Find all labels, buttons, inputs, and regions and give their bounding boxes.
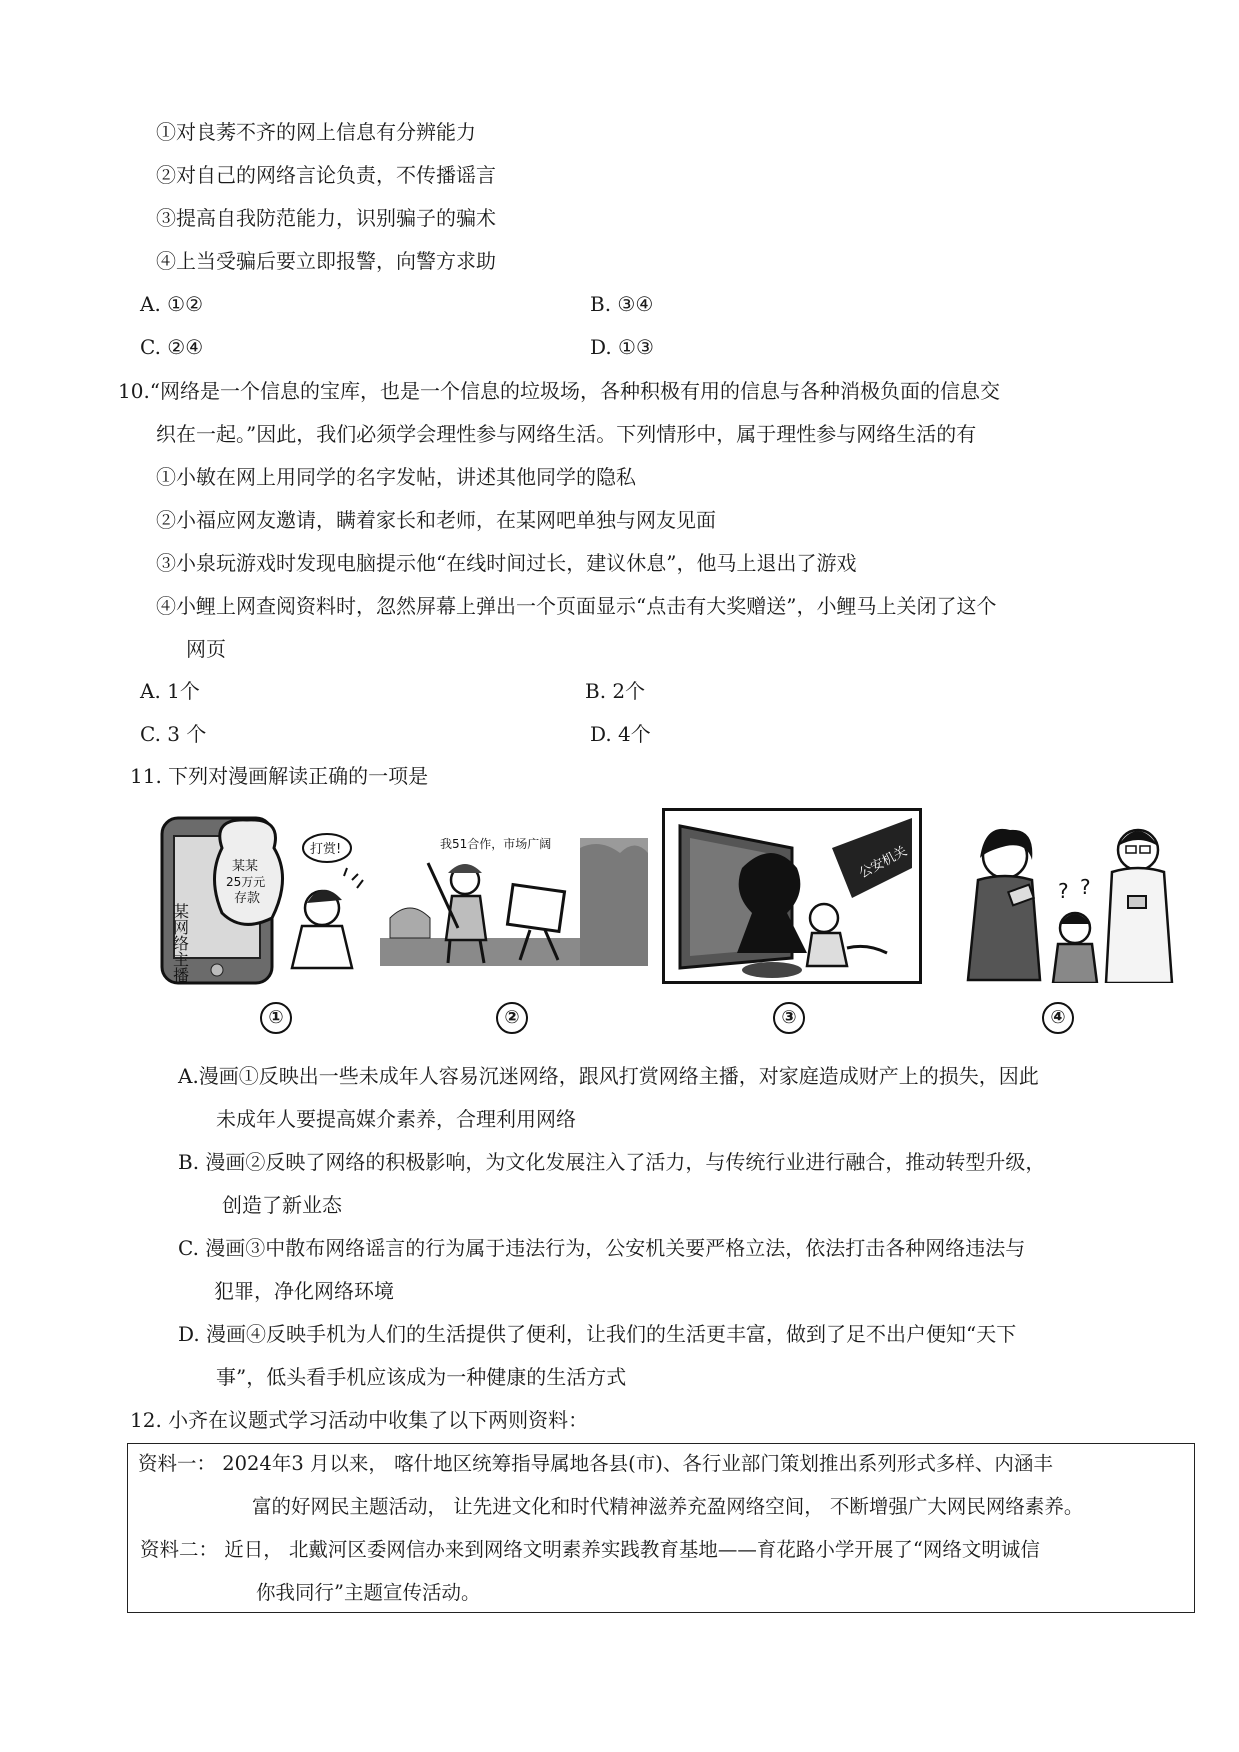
cartoon-1-speech: 打赏!	[310, 842, 342, 857]
cartoon-1-bag-line-2: 25万元	[226, 875, 266, 889]
cartoon-4-caption: ④	[1042, 1002, 1074, 1034]
q9-item-2: ②对自己的网络言论负责，不传播谣言	[156, 163, 496, 187]
q10-stem-line-2: 织在一起。”因此，我们必须学会理性参与网络生活。下列情形中，属于理性参与网络生活的有	[156, 422, 977, 446]
cartoon-4-illustration	[960, 818, 1175, 983]
cartoon-1-illustration	[152, 808, 370, 986]
q10-item-2: ②小福应网友邀请，瞒着家长和老师，在某网吧单独与网友见面	[156, 508, 716, 532]
q10-item-4: ④小鲤上网查阅资料时，忽然屏幕上弹出一个页面显示“点击有大奖赠送”，小鲤马上关闭了这个	[156, 594, 997, 618]
q10-option-b: B. 2个	[585, 679, 646, 703]
q11-option-c-line-2: 犯罪，净化网络环境	[214, 1279, 394, 1303]
q12-material-2-line-2: 你我同行”主题宣传活动。	[256, 1581, 481, 1604]
q9-item-3: ③提高自我防范能力，识别骗子的骗术	[156, 206, 496, 230]
svg-text:?: ?	[1080, 875, 1091, 899]
q10-option-d: D. 4个	[590, 722, 651, 746]
q11-option-c-line-1: C. 漫画③中散布网络谣言的行为属于违法行为，公安机关要严格立法，依法打击各种网络违法与	[178, 1236, 1026, 1260]
q11-option-d-line-1: D. 漫画④反映手机为人们的生活提供了便利，让我们的生活更丰富，做到了足不出户便知“天下	[178, 1322, 1017, 1346]
cartoon-3-banner: 公安机关	[856, 843, 910, 882]
cartoon-2-caption: ②	[496, 1002, 528, 1034]
svg-text:?: ?	[1058, 879, 1069, 903]
q11-option-b-line-1: B. 漫画②反映了网络的积极影响，为文化发展注入了活力，与传统行业进行融合，推动转型升级，	[178, 1150, 1046, 1174]
cartoon-2-speech: 我51合作，市场广阔	[440, 837, 552, 851]
cartoon-2-illustration	[380, 818, 650, 966]
q9-option-b: B. ③④	[590, 292, 654, 316]
q9-item-4: ④上当受骗后要立即报警，向警方求助	[156, 249, 496, 273]
q10-option-a: A. 1个	[140, 679, 200, 703]
q9-option-a: A. ①②	[140, 292, 204, 316]
q11-stem: 11. 下列对漫画解读正确的一项是	[130, 764, 429, 788]
q9-item-1: ①对良莠不齐的网上信息有分辨能力	[156, 120, 476, 144]
q11-option-a-line-2: 未成年人要提高媒介素养，合理利用网络	[216, 1107, 576, 1131]
cartoon-1-bag-line-3: 存款	[234, 891, 261, 906]
q10-item-4-cont: 网页	[186, 637, 226, 661]
q11-option-d-line-2: 事”，低头看手机应该成为一种健康的生活方式	[216, 1365, 627, 1389]
q10-option-c: C. 3 个	[140, 722, 207, 746]
q10-stem-line-1: 10.“网络是一个信息的宝库，也是一个信息的垃圾场，各种积极有用的信息与各种消极负面的信息交	[118, 379, 1001, 403]
cartoon-3-caption: ③	[773, 1002, 805, 1034]
q12-material-1-line-2: 富的好网民主题活动， 让先进文化和时代精神滋养充盈网络空间， 不断增强广大网民网络素养。	[252, 1495, 1084, 1518]
q10-item-3: ③小泉玩游戏时发现电脑提示他“在线时间过长，建议休息”，他马上退出了游戏	[156, 551, 857, 575]
q11-option-b-line-2: 创造了新业态	[222, 1193, 342, 1217]
cartoon-1-caption: ①	[260, 1002, 292, 1034]
q9-option-d: D. ①③	[590, 335, 654, 359]
q12-material-1-line-1: 资料一： 2024年3 月以来， 喀什地区统筹指导属地各县(市)、各行业部门策划推出系列形式多样、内涵丰	[138, 1452, 1053, 1475]
cartoon-1-phone-label: 某网络主播	[170, 903, 190, 983]
q12-stem: 12. 小齐在议题式学习活动中收集了以下两则资料：	[130, 1408, 589, 1432]
q12-material-2-line-1: 资料二： 近日， 北戴河区委网信办来到网络文明素养实践教育基地——育花路小学开展了“网络文明诚信	[140, 1538, 1040, 1561]
q10-item-1: ①小敏在网上用同学的名字发帖，讲述其他同学的隐私	[156, 465, 636, 489]
q11-option-a-line-1: A.漫画①反映出一些未成年人容易沉迷网络，跟风打赏网络主播，对家庭造成财产上的损失，因此	[178, 1064, 1039, 1088]
q9-option-c: C. ②④	[140, 335, 204, 359]
cartoon-1-bag-line-1: 某某	[232, 859, 259, 874]
cartoon-3-illustration	[662, 808, 922, 984]
